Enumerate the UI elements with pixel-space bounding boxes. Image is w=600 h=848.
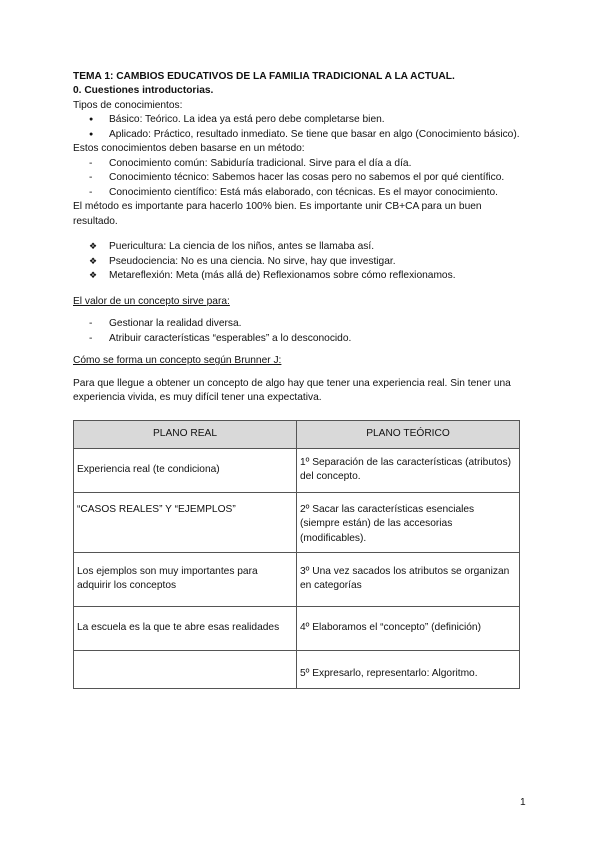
list-item: ● Aplicado: Práctico, resultado inmediato. Se tiene que basar en algo (Conocimiento básico).	[73, 128, 523, 142]
table-row	[74, 606, 520, 650]
list-item: ● Básico: Teórico. La idea ya está pero debe completarse bien.	[73, 113, 523, 127]
column-header-plano-teorico: PLANO TEÓRICO	[297, 420, 520, 448]
table-row	[74, 650, 520, 688]
table-cell: 2º Sacar las características esenciales (siempre están) de las accesorias (modificables).	[297, 492, 520, 552]
list-item: - Conocimiento común: Sabiduría tradicional. Sirve para el día a día.	[73, 157, 523, 171]
tipos-intro: Tipos de conocimientos:	[73, 99, 183, 111]
tipos-list	[73, 113, 523, 142]
metodo-intro: Estos conocimientos deben basarse en un método:	[73, 143, 305, 155]
list-item: - Conocimiento científico: Está más elaborado, con técnicas. Es el mayor conocimiento.	[73, 186, 523, 200]
column-header-plano-real: PLANO REAL	[74, 420, 297, 448]
table-cell: Experiencia real (te condiciona)	[74, 448, 297, 492]
list-item: ❖ Pseudociencia: No es una ciencia. No sirve, hay que investigar.	[73, 255, 523, 269]
metodo-note: El método es importante para hacerlo 100% bien. Es importante unir CB+CA para un buen resultado.	[73, 201, 482, 227]
table-cell: 5º Expresarlo, representarlo: Algoritmo.	[297, 650, 520, 688]
table-cell: Los ejemplos son muy importantes para adquirir los conceptos	[74, 552, 297, 606]
table-cell: La escuela es la que te abre esas realidades	[74, 606, 297, 650]
metodos-list	[73, 157, 523, 200]
page-title: TEMA 1: CAMBIOS EDUCATIVOS DE LA FAMILIA TRADICIONAL A LA ACTUAL.	[73, 71, 455, 82]
list-item: ❖ Puericultura: La ciencia de los niños, antes se llamaba así.	[73, 240, 523, 254]
table-row	[74, 448, 520, 492]
valor-heading: El valor de un concepto sirve para:	[73, 295, 230, 307]
table-cell: 3º Una vez sacados los atributos se organizan en categorías	[297, 552, 520, 606]
table-cell: “CASOS REALES” Y “EJEMPLOS”	[74, 492, 297, 552]
brunner-text: Para que llegue a obtener un concepto de algo hay que tener una experiencia real. Sin tener una experiencia vivida, es muy difícil tener una expectativa.	[73, 377, 511, 404]
list-item: - Atribuir características “esperables” a lo desconocido.	[73, 332, 523, 346]
table-cell	[74, 650, 297, 688]
list-item: ❖ Metareflexión: Meta (más allá de) Reflexionamos sobre cómo reflexionamos.	[73, 269, 523, 283]
list-item: - Gestionar la realidad diversa.	[73, 317, 523, 331]
concept-table	[73, 420, 520, 689]
list-item: - Conocimiento técnico: Sabemos hacer las cosas pero no sabemos el por qué científico.	[73, 171, 523, 185]
table-row	[74, 552, 520, 606]
definiciones-list	[73, 240, 523, 283]
document-page	[73, 70, 523, 689]
table-cell: 4º Elaboramos el “concepto” (definición)	[297, 606, 520, 650]
table-cell: 1º Separación de las características (atributos) del concepto.	[297, 448, 520, 492]
valor-list	[73, 317, 523, 346]
brunner-heading: Cómo se forma un concepto según Brunner J:	[73, 355, 282, 367]
page-number: 1	[520, 797, 526, 808]
section-heading: 0. Cuestiones introductorias.	[73, 85, 214, 97]
table-header-row	[74, 420, 520, 448]
table-row	[74, 492, 520, 552]
